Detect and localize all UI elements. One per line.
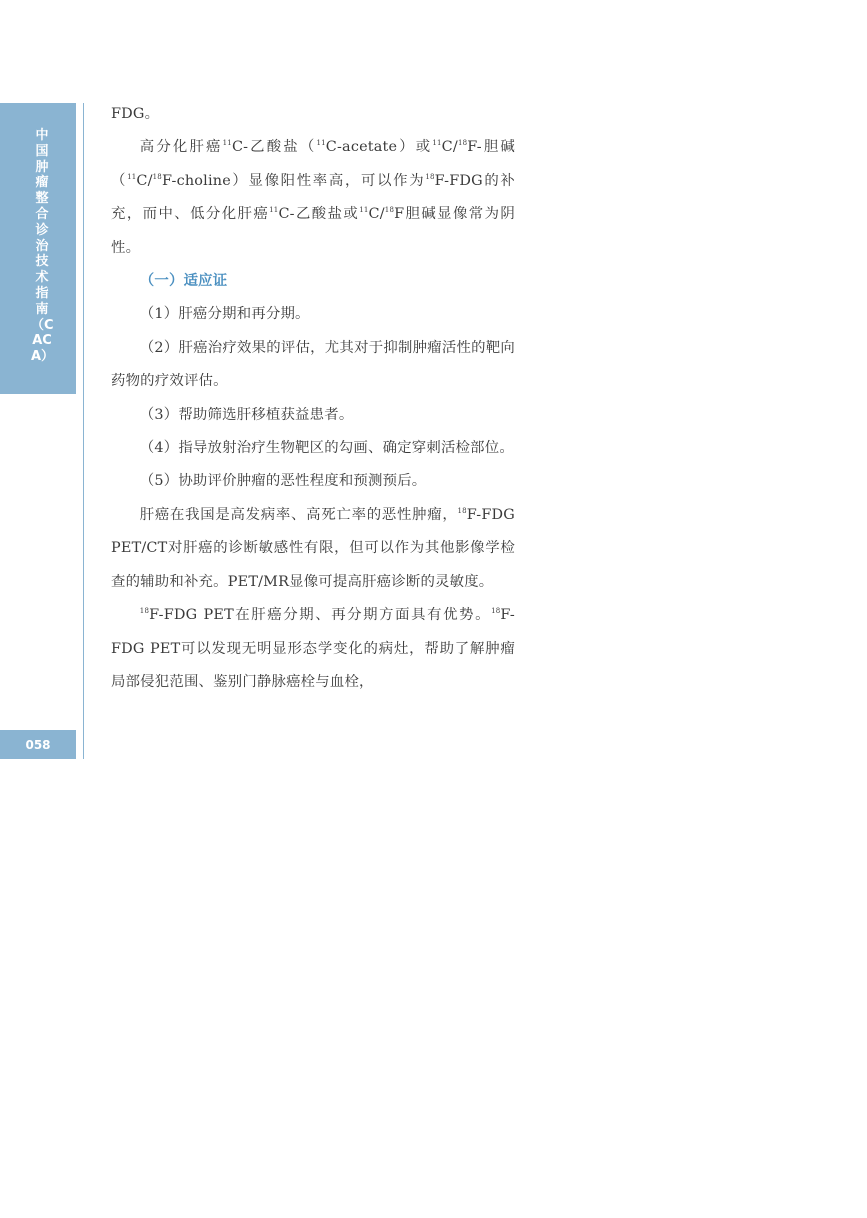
paragraph: 肝癌在我国是高发病率、高死亡率的恶性肿瘤，$^{18}$F-FDG PET/CT对肝癌的诊断敏感性有限，但可以作为其他影像学检查的辅助和补充。PET/MR显像可提高肝癌诊断的灵敏度。 xyxy=(111,506,515,590)
list-item: （5）协助评价肿瘤的恶性程度和预测预后。 xyxy=(139,473,427,490)
page-number: 058 xyxy=(0,730,76,759)
list-item: （1）肝癌分期和再分期。 xyxy=(139,306,310,323)
margin-rule xyxy=(83,103,84,759)
list-item: （3）帮助筛选肝移植获益患者。 xyxy=(139,406,354,423)
sidebar-title: 中国肿瘤整合诊治技术指南（CACA） xyxy=(31,128,55,365)
list-item: （4）指导放射治疗生物靶区的勾画、确定穿刺活检部位。 xyxy=(139,440,514,457)
paragraph: $^{18}$F-FDG PET在肝癌分期、再分期方面具有优势。$^{18}$F-FDG PET可以发现无明显形态学变化的病灶，帮助了解肿瘤局部侵犯范围、鉴别门静脉癌栓与血栓， xyxy=(111,607,515,690)
paragraph: FDG。 xyxy=(111,106,160,122)
list-item: （2）肝癌治疗效果的评估，尤其对于抑制肿瘤活性的靶向药物的疗效评估。 xyxy=(111,339,515,390)
section-heading: （一）适应证 xyxy=(139,273,228,290)
body-text xyxy=(111,98,515,699)
paragraph: 高分化肝癌$^{11}$C-乙酸盐（$^{11}$C-acetate）或$^{11}$C/$^{18}$F-胆碱（$^{11}$C/$^{18}$F-choline）显像阳性率高，可以作为$^{18}$F-FDG的补充，而中、低分化肝癌$^{11}$C-乙酸盐或$^{11}$C/$^{18}$F胆碱显像常为阴性。 xyxy=(111,139,515,256)
